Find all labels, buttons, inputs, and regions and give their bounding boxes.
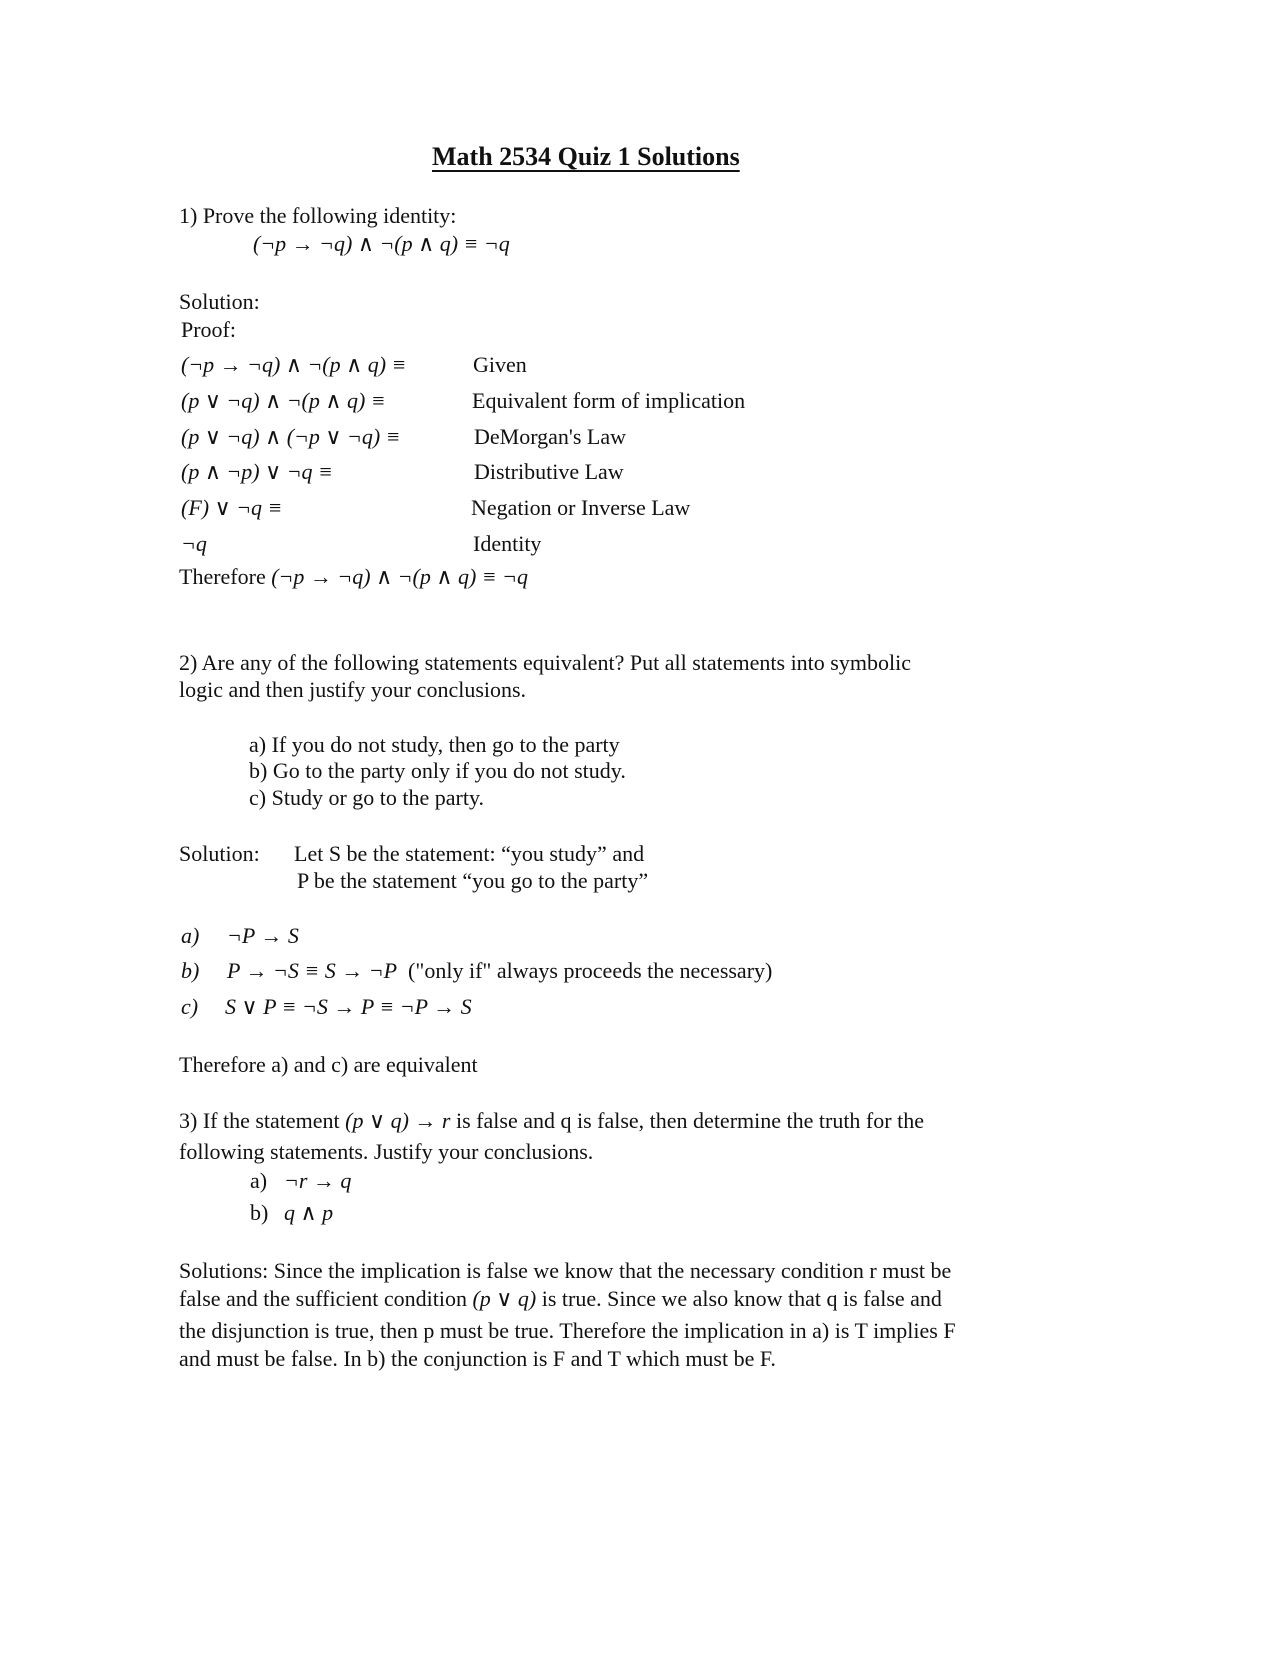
q3-part-expr: ¬r → q: [284, 1168, 352, 1193]
q3-sol-expr: (p ∨ q): [472, 1286, 537, 1311]
proof-step-reason: Distributive Law: [474, 459, 624, 484]
proof-step-expr: (p ∨ ¬q) ∧ ¬(p ∧ q) ≡: [181, 388, 386, 413]
symbolic-label: c): [181, 994, 199, 1019]
q3-solution-line2: [179, 1286, 942, 1312]
q3-solution-line1: Solutions: Since the implication is false we know that the necessary condition r must be: [179, 1258, 952, 1283]
q1-identity: (¬p → ¬q) ∧ ¬(p ∧ q) ≡ ¬q: [253, 231, 510, 256]
q1-proof-label: Proof:: [181, 317, 236, 342]
q2-statement: c) Study or go to the party.: [249, 785, 485, 810]
q2-let-line1: Let S be the statement: “you study” and: [294, 841, 645, 866]
q3-prompt-expr: (p ∨ q) → r: [345, 1108, 451, 1133]
symbolic-row: [227, 958, 772, 984]
proof-step-expr: (p ∨ ¬q) ∧ (¬p ∨ ¬q) ≡: [181, 424, 401, 449]
q3-solution-line3: the disjunction is true, then p must be true. Therefore the implication in a) is T implies F: [179, 1318, 956, 1343]
symbolic-expr: S ∨ P ≡ ¬S → P ≡ ¬P → S: [225, 994, 472, 1019]
q3-sol-pre: false and the sufficient condition: [179, 1286, 467, 1311]
proof-step-expr: ¬q: [181, 531, 207, 556]
symbolic-label: a): [181, 923, 200, 948]
q3-sol-post: is true. Since we also know that q is false and: [541, 1286, 942, 1311]
proof-step-reason: Equivalent form of implication: [472, 388, 746, 413]
q1-conclusion: [179, 564, 528, 590]
q3-part-label: b): [250, 1200, 269, 1225]
q2-prompt-line2: logic and then justify your conclusions.: [179, 677, 527, 702]
q3-prompt-pre: 3) If the statement: [179, 1108, 340, 1133]
proof-step-reason: Identity: [473, 531, 542, 556]
q3-prompt-line1: [179, 1108, 924, 1134]
q2-conclusion: Therefore a) and c) are equivalent: [179, 1052, 478, 1077]
proof-step-reason: DeMorgan's Law: [474, 424, 627, 449]
q3-part-expr: q ∧ p: [284, 1200, 334, 1225]
proof-step-expr: (F) ∨ ¬q ≡: [181, 495, 283, 520]
q1-prompt: 1) Prove the following identity:: [179, 203, 457, 228]
q3-prompt-line2: following statements. Justify your conclusions.: [179, 1139, 594, 1164]
q3-part-label: a): [250, 1168, 268, 1193]
proof-step-expr: (p ∧ ¬p) ∨ ¬q ≡: [181, 459, 333, 484]
symbolic-expr: ¬P → S: [227, 923, 299, 948]
symbolic-note: ("only if" always proceeds the necessary): [408, 958, 773, 983]
conclusion-expr: (¬p → ¬q) ∧ ¬(p ∧ q) ≡ ¬q: [271, 564, 528, 589]
proof-step-reason: Negation or Inverse Law: [471, 495, 691, 520]
q2-let-line2: P be the statement “you go to the party”: [297, 868, 649, 893]
q3-prompt-post: is false and q is false, then determine the truth for the: [456, 1108, 924, 1133]
symbolic-label: b): [181, 958, 200, 983]
page-title: Math 2534 Quiz 1 Solutions: [432, 142, 740, 171]
q2-prompt-line1: 2) Are any of the following statements equivalent? Put all statements into symbolic: [179, 650, 911, 675]
q1-solution-label: Solution:: [179, 289, 260, 314]
symbolic-expr: P → ¬S ≡ S → ¬P: [227, 958, 398, 983]
proof-step-expr: (¬p → ¬q) ∧ ¬(p ∧ q) ≡: [181, 352, 407, 377]
conclusion-prefix: Therefore: [179, 564, 266, 589]
q3-solution-line4: and must be false. In b) the conjunction is F and T which must be F.: [179, 1346, 776, 1371]
q2-statement: a) If you do not study, then go to the party: [249, 732, 620, 757]
q2-solution-label: Solution:: [179, 841, 260, 866]
q2-statement: b) Go to the party only if you do not study.: [249, 758, 626, 783]
proof-step-reason: Given: [473, 352, 527, 377]
